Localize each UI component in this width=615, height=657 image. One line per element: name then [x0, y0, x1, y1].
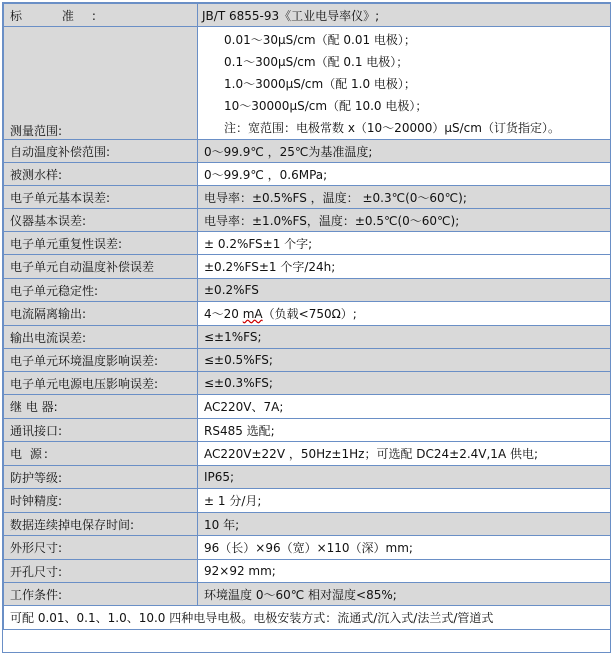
spec-value: AC220V、7A;: [198, 395, 611, 419]
range-line: 1.0～3000μS/cm（配 1.0 电极）；: [224, 77, 416, 91]
spec-value: ≤±0.5%FS;: [198, 349, 611, 372]
spec-row-measurement-range: [4, 27, 611, 140]
spec-label: 数据连续掉电保存时间:: [4, 513, 198, 536]
spec-value: 10 年;: [198, 513, 611, 536]
spec-sheet: [2, 2, 611, 653]
spec-label: 自动温度补偿范围:: [4, 140, 198, 163]
spec-value: 电导率：±0.5%FS ，温度： ±0.3℃(0～60℃);: [198, 186, 611, 209]
spec-row: [4, 513, 611, 536]
spec-value: 96（长）×96（宽）×110（深）mm;: [198, 536, 611, 560]
range-line: 0.1～300μS/cm（配 0.1 电极）；: [224, 55, 409, 69]
spec-label: 防护等级:: [4, 466, 198, 489]
range-line: 10～30000μS/cm（配 10.0 电极）；: [224, 99, 428, 113]
spec-value: ± 1 分/月;: [198, 489, 611, 513]
spec-label: 电子单元基本误差:: [4, 186, 198, 209]
spec-label: 工作条件:: [4, 583, 198, 606]
spec-label: 电子单元电源电压影响误差:: [4, 372, 198, 395]
spec-row: [4, 349, 611, 372]
spec-label: 电子单元环境温度影响误差:: [4, 349, 198, 372]
spec-row: [4, 442, 611, 466]
spec-row: [4, 489, 611, 513]
spec-value: 0～99.9℃ ，25℃为基准温度;: [198, 140, 611, 163]
spec-value: ± 0.2%FS±1 个字;: [198, 232, 611, 255]
spec-row: [4, 302, 611, 326]
spec-table: [3, 3, 611, 630]
spec-value: JB/T 6855-93《工业电导率仪》;: [198, 4, 611, 27]
spec-row: [4, 279, 611, 302]
spec-label: 电流隔离输出:: [4, 302, 198, 326]
spec-label: 电 源:: [4, 442, 198, 466]
spec-label: 输出电流误差:: [4, 326, 198, 349]
spec-value: AC220V±22V ，50Hz±1Hz；可选配 DC24±2.4V,1A 供电;: [198, 442, 611, 466]
spec-value: 92×92 mm;: [198, 560, 611, 583]
spec-row: [4, 140, 611, 163]
spec-label: 标 准:: [4, 4, 198, 27]
value-suffix: （负载<750Ω）;: [262, 307, 357, 321]
spec-value: ±0.2%FS±1 个字/24h;: [198, 255, 611, 279]
value-prefix: 4～20: [204, 307, 243, 321]
spec-label: 外形尺寸:: [4, 536, 198, 560]
range-note: 注：宽范围：电极常数 x（10～20000）μS/cm（订货指定）。: [224, 121, 560, 135]
spec-row: [4, 466, 611, 489]
spec-value: ≤±1%FS;: [198, 326, 611, 349]
spec-label: 通讯接口:: [4, 419, 198, 442]
spec-label: 仪器基本误差:: [4, 209, 198, 232]
spec-value: 环境温度 0～60℃ 相对湿度<85%;: [198, 583, 611, 606]
spec-label: 被测水样:: [4, 163, 198, 186]
spec-value: 0～99.9℃ ，0.6MPa;: [198, 163, 611, 186]
spec-label: 电子单元稳定性:: [4, 279, 198, 302]
spec-row: [4, 209, 611, 232]
spec-value: IP65;: [198, 466, 611, 489]
spellcheck-mark: mA: [242, 307, 263, 321]
spec-label: 继 电 器:: [4, 395, 198, 419]
spec-row: [4, 232, 611, 255]
spec-label: 电子单元自动温度补偿误差: [4, 255, 198, 279]
spec-row: [4, 419, 611, 442]
spec-value: ≤±0.3%FS;: [198, 372, 611, 395]
spec-row: [4, 560, 611, 583]
spec-row: [4, 372, 611, 395]
spec-value: ±0.2%FS: [198, 279, 611, 302]
spec-row: [4, 326, 611, 349]
spec-label: 时钟精度:: [4, 489, 198, 513]
spec-label: 开孔尺寸:: [4, 560, 198, 583]
spec-row: [4, 163, 611, 186]
measurement-range-lines: [198, 27, 611, 140]
spec-label: 测量范围:: [4, 27, 198, 140]
spec-value: RS485 选配;: [198, 419, 611, 442]
range-line: 0.01～30μS/cm（配 0.01 电极）；: [224, 33, 416, 47]
spec-footer-row: [4, 606, 611, 630]
spec-row: [4, 255, 611, 279]
spec-value: 电导率：±1.0%FS，温度：±0.5℃(0～60℃);: [198, 209, 611, 232]
spec-value: [198, 302, 611, 326]
spec-row-standard: [4, 4, 611, 27]
spec-row: [4, 395, 611, 419]
spec-row: [4, 186, 611, 209]
footer-note: 可配 0.01、0.1、1.0、10.0 四种电导电极。电极安装方式：流通式/沉入式/法兰式/管道式: [4, 606, 611, 630]
spec-row: [4, 536, 611, 560]
spec-label: 电子单元重复性误差:: [4, 232, 198, 255]
spec-row: [4, 583, 611, 606]
